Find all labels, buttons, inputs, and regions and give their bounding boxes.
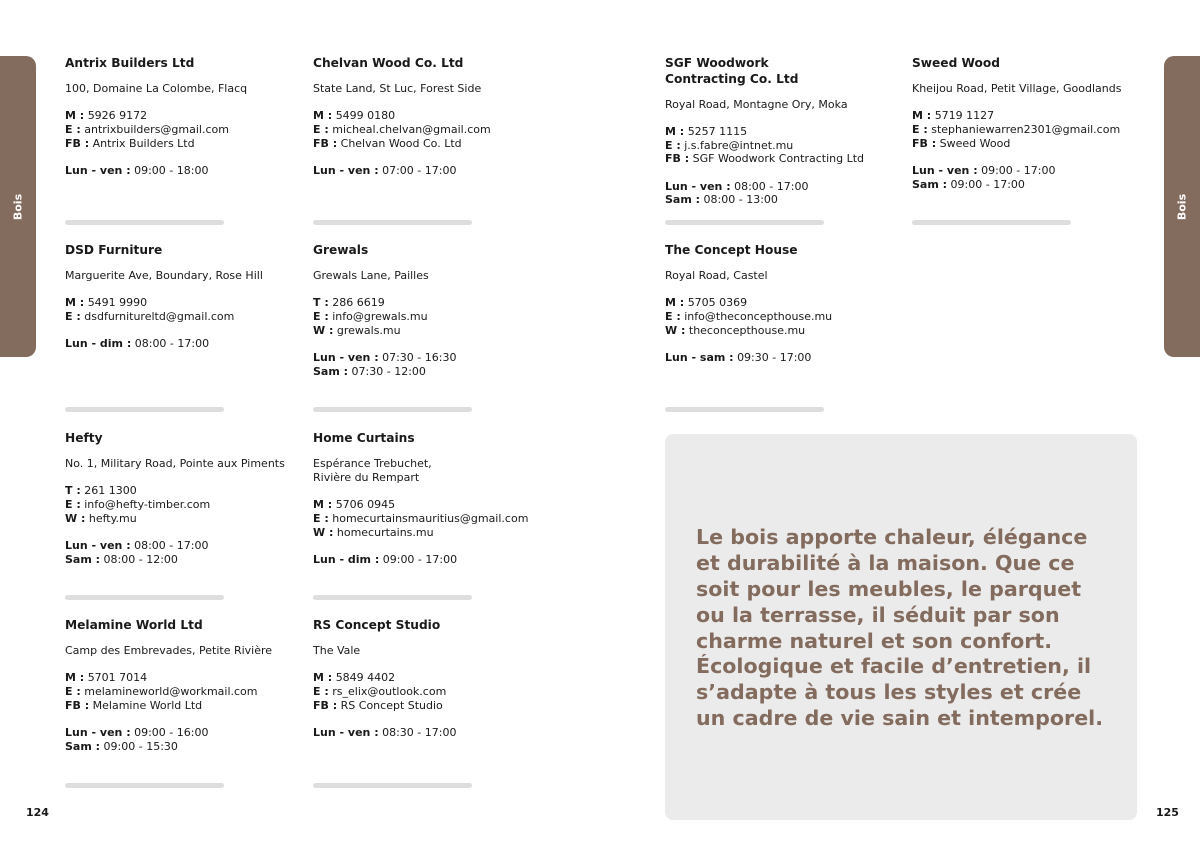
hours-value: 08:00 - 17:00 — [134, 337, 210, 351]
contact-value: 5257 1115 — [687, 124, 748, 138]
contact-row — [912, 137, 1150, 151]
business-address: Marguerite Ave, Boundary, Rose Hill — [65, 269, 263, 282]
hours-value: 08:30 - 17:00 — [382, 726, 457, 740]
contact-label: E : — [313, 511, 329, 525]
contact-value: antrixbuilders@gmail.com — [84, 123, 229, 137]
hours-value: 08:00 - 12:00 — [103, 552, 178, 566]
contact-row — [665, 152, 903, 166]
hours-value: 07:00 - 17:00 — [382, 164, 457, 178]
contact-value: 5701 7014 — [87, 671, 148, 685]
contact-row — [313, 109, 551, 123]
hours-value: 07:30 - 16:30 — [382, 351, 457, 365]
contact-list — [665, 296, 903, 337]
contact-value: stephaniewarren2301@gmail.com — [931, 123, 1121, 137]
contact-value: theconcepthouse.mu — [688, 323, 806, 337]
contact-value: 286 6619 — [332, 296, 385, 310]
business-address: No. 1, Military Road, Pointe aux Piments — [65, 457, 285, 470]
business-name: Chelvan Wood Co. Ltd — [313, 56, 464, 70]
directory-entry — [65, 56, 303, 178]
business-address: Royal Road, Castel — [665, 269, 768, 282]
business-name: Melamine World Ltd — [65, 618, 203, 632]
hours-row — [313, 553, 551, 567]
contact-label: M : — [65, 296, 85, 310]
contact-value: RS Concept Studio — [340, 698, 443, 712]
contact-value: info@hefty-timber.com — [84, 498, 211, 512]
contact-row — [313, 324, 551, 338]
contact-label: FB : — [912, 136, 937, 150]
contact-list — [912, 109, 1150, 150]
contact-row — [65, 310, 303, 324]
contact-row — [65, 685, 303, 699]
business-address: Espérance Trebuchet, Rivière du Rempart — [313, 457, 432, 484]
contact-value: 5499 0180 — [335, 109, 396, 123]
contact-row — [313, 123, 551, 137]
contact-label: E : — [665, 310, 681, 324]
contact-row — [665, 296, 903, 310]
contact-label: M : — [665, 296, 685, 310]
hours-label: Sam : — [65, 552, 101, 566]
contact-row — [65, 109, 303, 123]
opening-hours — [313, 164, 551, 178]
directory-entry — [313, 431, 551, 567]
contact-value: dsdfurnitureltd@gmail.com — [84, 310, 235, 324]
contact-label: FB : — [65, 698, 90, 712]
contact-value: Chelvan Wood Co. Ltd — [340, 136, 462, 150]
hours-label: Sam : — [665, 193, 701, 207]
contact-value: Melamine World Ltd — [92, 698, 203, 712]
directory-entry — [912, 56, 1150, 192]
contact-row — [665, 310, 903, 324]
contact-value: grewals.mu — [336, 323, 401, 337]
hours-value: 09:00 - 18:00 — [134, 164, 209, 178]
hours-row — [665, 351, 903, 365]
business-address: Grewals Lane, Pailles — [313, 269, 429, 282]
contact-list — [313, 498, 551, 539]
directory-entry — [65, 243, 303, 351]
section-tab-label: Bois — [11, 193, 25, 220]
hours-label: Sam : — [912, 177, 948, 191]
contact-row — [665, 139, 903, 153]
hours-value: 09:00 - 17:00 — [981, 164, 1056, 178]
entry-separator — [65, 783, 224, 788]
contact-list — [665, 125, 903, 166]
hours-label: Lun - ven : — [313, 164, 379, 178]
contact-value: info@grewals.mu — [332, 310, 428, 324]
opening-hours — [912, 164, 1150, 191]
contact-label: FB : — [313, 698, 338, 712]
section-tab-label: Bois — [1175, 193, 1189, 220]
contact-label: M : — [665, 124, 685, 138]
contact-row — [65, 512, 303, 526]
contact-row — [912, 123, 1150, 137]
hours-label: Lun - ven : — [65, 726, 131, 740]
hours-label: Lun - ven : — [665, 179, 731, 193]
hours-row — [65, 553, 303, 567]
business-address: The Vale — [313, 644, 361, 657]
directory-entry — [665, 56, 903, 207]
business-name: Sweed Wood — [912, 56, 1001, 70]
contact-value: Sweed Wood — [939, 136, 1011, 150]
contact-list — [65, 671, 303, 712]
opening-hours — [65, 164, 303, 178]
business-name: Home Curtains — [313, 431, 415, 445]
contact-row — [313, 526, 551, 540]
contact-value: micheal.chelvan@gmail.com — [332, 123, 491, 137]
contact-value: 5719 1127 — [934, 109, 995, 123]
entry-separator — [65, 220, 224, 225]
contact-row — [313, 685, 551, 699]
contact-list — [313, 671, 551, 712]
contact-list — [313, 296, 551, 337]
contact-value: Antrix Builders Ltd — [92, 136, 195, 150]
contact-value: 5705 0369 — [687, 296, 748, 310]
contact-label: W : — [665, 323, 686, 337]
directory-entry — [313, 243, 551, 379]
contact-row — [313, 137, 551, 151]
contact-list — [65, 296, 303, 323]
opening-hours — [665, 351, 903, 365]
hours-label: Lun - ven : — [65, 539, 131, 553]
hours-value: 08:00 - 17:00 — [734, 179, 809, 193]
opening-hours — [65, 726, 303, 753]
entry-separator — [912, 220, 1071, 225]
directory-entry — [65, 618, 303, 754]
section-tab-right — [1164, 56, 1200, 357]
hours-row — [665, 180, 903, 194]
entry-separator — [665, 407, 824, 412]
contact-label: E : — [65, 310, 81, 324]
hours-row — [65, 337, 303, 351]
business-name: Antrix Builders Ltd — [65, 56, 195, 70]
contact-value: info@theconcepthouse.mu — [684, 310, 833, 324]
contact-row — [65, 498, 303, 512]
contact-label: W : — [65, 511, 86, 525]
contact-row — [65, 137, 303, 151]
hours-row — [313, 351, 551, 365]
contact-value: j.s.fabre@intnet.mu — [684, 138, 794, 152]
business-address: State Land, St Luc, Forest Side — [313, 82, 482, 95]
page-number-right: 125 — [1156, 806, 1179, 819]
quote-text: Le bois apporte chaleur, élégance et durabilité à la maison. Que ce soit pour les meubles, le parquet ou la terrasse, il séduit par son charme naturel et son confort. Écologique et facile d’entretien, il s’adapte à tous les styles et crée un cadre de vie sain et intemporel. — [696, 524, 1104, 731]
contact-label: M : — [912, 109, 932, 123]
entry-separator — [65, 595, 224, 600]
entry-separator — [313, 783, 472, 788]
hours-row — [912, 164, 1150, 178]
hours-row — [65, 539, 303, 553]
hours-label: Lun - ven : — [65, 164, 131, 178]
contact-row — [313, 512, 551, 526]
contact-label: E : — [313, 310, 329, 324]
business-name: The Concept House — [665, 243, 798, 257]
business-name: Grewals — [313, 243, 369, 257]
contact-row — [313, 699, 551, 713]
contact-label: M : — [65, 671, 85, 685]
contact-value: rs_elix@outlook.com — [332, 685, 447, 699]
contact-row — [313, 310, 551, 324]
contact-row — [65, 671, 303, 685]
hours-label: Lun - dim : — [313, 552, 380, 566]
contact-row — [65, 484, 303, 498]
contact-label: FB : — [65, 136, 90, 150]
contact-row — [665, 324, 903, 338]
business-address: 100, Domaine La Colombe, Flacq — [65, 82, 248, 95]
contact-value: 261 1300 — [84, 484, 137, 498]
hours-value: 09:00 - 17:00 — [382, 552, 458, 566]
hours-value: 08:00 - 13:00 — [703, 193, 778, 207]
contact-list — [65, 109, 303, 150]
contact-value: SGF Woodwork Contracting Ltd — [692, 152, 865, 166]
contact-value: 5926 9172 — [87, 109, 148, 123]
hours-label: Lun - dim : — [65, 337, 132, 351]
contact-label: M : — [313, 671, 333, 685]
directory-entry — [313, 618, 551, 740]
contact-label: FB : — [665, 152, 690, 166]
hours-label: Lun - sam : — [665, 351, 734, 365]
hours-row — [313, 726, 551, 740]
hours-value: 09:00 - 15:30 — [103, 739, 178, 753]
opening-hours — [65, 337, 303, 351]
contact-label: T : — [65, 484, 81, 498]
contact-value: 5849 4402 — [335, 671, 396, 685]
entry-separator — [313, 595, 472, 600]
hours-row — [313, 365, 551, 379]
hours-label: Lun - ven : — [912, 164, 978, 178]
hours-value: 08:00 - 17:00 — [134, 539, 209, 553]
contact-label: E : — [912, 123, 928, 137]
contact-value: melamineworld@workmail.com — [84, 685, 258, 699]
hours-row — [65, 740, 303, 754]
directory-entry — [313, 56, 551, 178]
contact-value: 5491 9990 — [87, 296, 148, 310]
opening-hours — [313, 351, 551, 378]
contact-value: homecurtainsmauritius@gmail.com — [332, 511, 529, 525]
contact-label: E : — [65, 123, 81, 137]
contact-row — [65, 296, 303, 310]
business-name: Hefty — [65, 431, 103, 445]
hours-row — [65, 164, 303, 178]
contact-label: E : — [65, 685, 81, 699]
contact-label: E : — [313, 123, 329, 137]
entry-separator — [313, 220, 472, 225]
hours-value: 09:00 - 16:00 — [134, 726, 209, 740]
section-tab-left — [0, 56, 36, 357]
contact-label: M : — [313, 109, 333, 123]
contact-row — [665, 125, 903, 139]
business-name: DSD Furniture — [65, 243, 163, 257]
entry-separator — [665, 220, 824, 225]
contact-row — [313, 296, 551, 310]
contact-label: E : — [665, 138, 681, 152]
business-address: Kheijou Road, Petit Village, Goodlands — [912, 82, 1122, 95]
hours-row — [313, 164, 551, 178]
quote-box — [665, 434, 1137, 820]
contact-list — [65, 484, 303, 525]
contact-label: M : — [65, 109, 85, 123]
business-name: RS Concept Studio — [313, 618, 441, 632]
contact-row — [65, 123, 303, 137]
contact-value: 5706 0945 — [335, 498, 396, 512]
contact-label: W : — [313, 323, 334, 337]
entry-separator — [313, 407, 472, 412]
entry-separator — [65, 407, 224, 412]
opening-hours — [313, 553, 551, 567]
directory-entry — [65, 431, 303, 567]
directory-entry — [665, 243, 903, 365]
business-name: SGF Woodwork Contracting Co. Ltd — [665, 56, 799, 86]
opening-hours — [313, 726, 551, 740]
hours-label: Lun - ven : — [313, 351, 379, 365]
contact-value: hefty.mu — [88, 511, 137, 525]
page-number-left: 124 — [26, 806, 49, 819]
hours-label: Lun - ven : — [313, 726, 379, 740]
business-address: Royal Road, Montagne Ory, Moka — [665, 97, 848, 111]
contact-list — [313, 109, 551, 150]
contact-value: homecurtains.mu — [336, 525, 434, 539]
hours-row — [912, 178, 1150, 192]
hours-label: Sam : — [313, 364, 349, 378]
contact-label: T : — [313, 296, 329, 310]
hours-label: Sam : — [65, 739, 101, 753]
hours-value: 09:30 - 17:00 — [737, 351, 812, 365]
hours-row — [665, 193, 903, 207]
hours-row — [65, 726, 303, 740]
opening-hours — [65, 539, 303, 566]
opening-hours — [665, 180, 903, 207]
hours-value: 07:30 - 12:00 — [351, 364, 426, 378]
contact-label: E : — [313, 685, 329, 699]
contact-label: FB : — [313, 136, 338, 150]
business-address: Camp des Embrevades, Petite Rivière — [65, 644, 273, 657]
contact-row — [65, 699, 303, 713]
hours-value: 09:00 - 17:00 — [950, 177, 1025, 191]
contact-label: M : — [313, 498, 333, 512]
contact-row — [313, 498, 551, 512]
contact-label: E : — [65, 498, 81, 512]
contact-row — [313, 671, 551, 685]
contact-row — [912, 109, 1150, 123]
contact-label: W : — [313, 525, 334, 539]
